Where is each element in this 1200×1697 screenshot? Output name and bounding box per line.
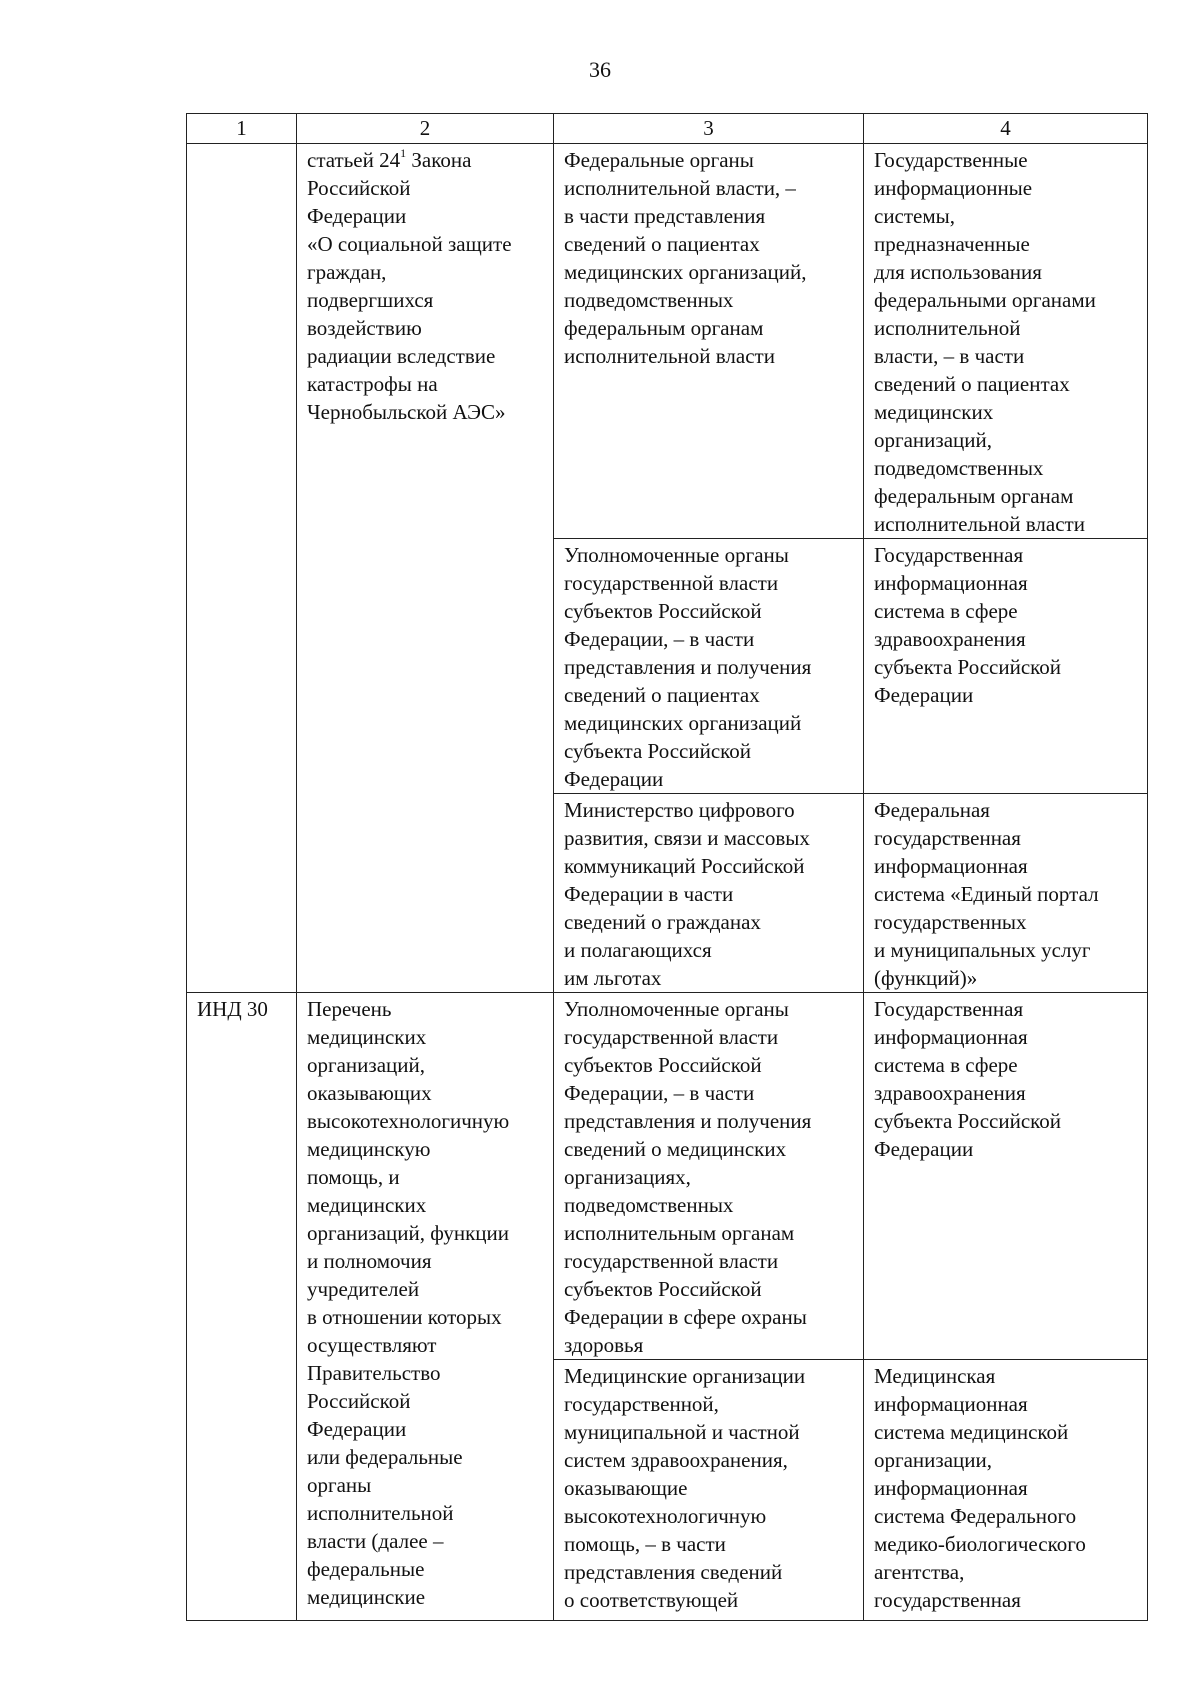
page-number: 36 <box>589 57 611 82</box>
group2-row2-col4-cell <box>864 1360 1148 1621</box>
information-system-text: Государственная информационная система в сфере здравоохранения субъекта Российской Федерации <box>874 543 1062 707</box>
table-row <box>187 144 1148 539</box>
header-col-4: 4 <box>864 114 1148 144</box>
participant-text: Министерство цифрового развития, связи и массовых коммуникаций Российской Федерации в части сведений о гражданах и полагающихся им льготах <box>564 798 810 990</box>
group1-row1-col3-cell <box>554 144 864 539</box>
group2-description-cell <box>297 993 554 1621</box>
group1-row2-col4-cell <box>864 539 1148 794</box>
group2-row1-col3-cell <box>554 993 864 1360</box>
group1-row3-col4-cell <box>864 794 1148 993</box>
group1-row2-col3-cell <box>554 539 864 794</box>
header-col-1: 1 <box>187 114 297 144</box>
information-system-text: Государственная информационная система в сфере здравоохранения субъекта Российской Федерации <box>874 997 1062 1161</box>
indicator-description: Перечень медицинских организаций, оказывающих высокотехнологичную медицинскую помощь, и медицинских организаций, функции и полномочия учредителей в отношении которых осуществляют Правительство Российской Федерации или федеральные органы исполнительной власти (далее – федеральные медицинские <box>307 997 510 1609</box>
document-table <box>186 113 1148 1621</box>
information-system-text: Федеральная государственная информационная система «Единый портал государственных и муниципальных услуг (функций)» <box>874 798 1099 990</box>
group1-legal-basis-cell <box>297 144 554 993</box>
group2-row1-col4-cell <box>864 993 1148 1360</box>
table-row <box>187 993 1148 1360</box>
superscript-mark: 1 <box>400 146 407 160</box>
group1-legal-basis: статьей $24^1$ Закона Российской Федерации «О социальной защите граждан, подвергшихся воздействию радиации вследствие катастрофы на Чернобыльской АЭС» <box>307 146 512 424</box>
information-system-text: Медицинская информационная система медицинской организации, информационная система Федерального медико-биологического агентства, государственная <box>874 1364 1086 1612</box>
group2-indicator-cell <box>187 993 297 1621</box>
participant-text: Уполномоченные органы государственной власти субъектов Российской Федерации, – в части представления и получения сведений о пациентах медицинских организаций субъекта Российской Федерации <box>564 543 812 791</box>
group1-col1-cell <box>187 144 297 993</box>
group2-row2-col3-cell <box>554 1360 864 1621</box>
header-col-3: 3 <box>554 114 864 144</box>
group1-row1-col4-cell <box>864 144 1148 539</box>
participant-text: Медицинские организации государственной, муниципальной и частной систем здравоохранения, оказывающие высокотехнологичную помощь, – в части представления сведений о соответствующей <box>564 1364 806 1612</box>
participant-text: Уполномоченные органы государственной власти субъектов Российской Федерации, – в части представления и получения сведений о медицинских организациях, подведомственных исполнительным органам государственной власти субъектов Российской Федерации в сфере охраны здоровья <box>564 997 812 1357</box>
information-system-text: Государственные информационные системы, предназначенные для использования федеральными органами исполнительной власти, – в части сведений о пациентах медицинских организаций, подведомственных федеральным органам исполнительной власти <box>874 148 1096 536</box>
participant-text: Федеральные органы исполнительной власти, – в части представления сведений о пациентах медицинских организаций, подведомственных федеральным органам исполнительной власти <box>564 148 807 368</box>
indicator-code: ИНД 30 <box>197 997 268 1021</box>
header-col-2: 2 <box>297 114 554 144</box>
group1-row3-col3-cell <box>554 794 864 993</box>
table-header-row <box>187 114 1148 144</box>
